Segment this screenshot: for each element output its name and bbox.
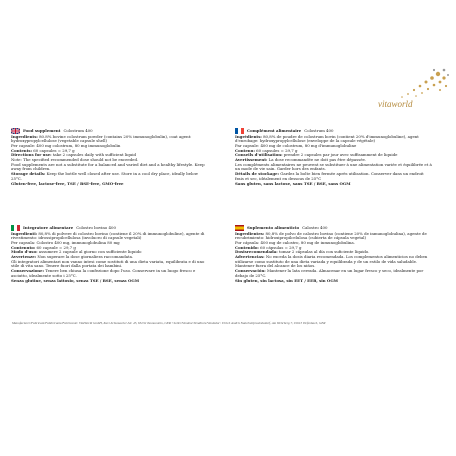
italian-label-block [11, 225, 209, 283]
italian-product: Colostro bovino 400 [76, 224, 116, 230]
es-line: Contenido: 60 cápsulas = 29,7 g [235, 244, 302, 250]
en-line: Directions for use: take 2 capsules daily with sufficient liquid [11, 152, 136, 158]
french-title: Complément alimentaire [247, 127, 302, 133]
it-line: Modo d'uso: assumere 2 capsule al giorno con sufficiente liquido [11, 249, 142, 255]
en-line: Ingredients: 80.8% bovine colostrum powder (contains 20% immunoglobulin), coat agent: hydroxypropylcellulose (vegetable capsule shell) [11, 133, 192, 144]
italian-title: Integratore alimentare [23, 224, 74, 230]
english-label-block [11, 128, 209, 186]
it-line: Conservazione: Tenere ben chiusa la confezione dopo l'uso. Conservare in un luogo fresco e asciutto, idealmente sotto i 25°C. [11, 268, 196, 278]
fr-line: Avertissement: La dose recommandée ne doit pas être dépassée. [235, 157, 367, 163]
spanish-title: Suplemento alimenticio [247, 224, 300, 230]
fr-line: Contenu: 60 capsules = 29,7 g [235, 147, 298, 153]
english-title: Food supplement [23, 127, 61, 133]
it-line: Avvertenze: Non superare la dose giornaliera raccomandata. [11, 254, 134, 260]
logo-text: vitaworld [378, 99, 413, 109]
es-line: Por cápsula: 400 mg de calostro, 80 mg de inmunoglobulina. [235, 239, 355, 245]
spanish-product: Calostro 400 [302, 224, 328, 230]
fr-line: Par capsule: 400 mg de colostrum, 80 mg d'immunoglobuline [235, 142, 357, 148]
spanish-label-block [235, 225, 433, 283]
es-line: Dosisrecomendada: tomar 2 cápsulas al día con suficiente líquido. [235, 249, 370, 255]
french-product: Colostrum 400 [304, 127, 334, 133]
en-line: Gluten-free, lactose-free, TSE / BSE-free, GMO-free [11, 180, 124, 186]
it-line: Contenuto: 60 capsule = 29,7 g [11, 244, 76, 250]
en-line: Per capsule: 400 mg colostrum, 80 mg immunoglobulin [11, 142, 121, 148]
fr-line: Conseils d'utilisation: prendre 2 capsules par jour avec suffisamment de liquide [235, 152, 398, 158]
es-line: Ingredientes: 80,8% de polvo de calostro bovino (contiene 20% de inmunoglobulina), agente de recubrimiento: hidroxipropilcelulosa (cubierta de cápsula vegetal) [235, 230, 427, 241]
fr-line: Sans gluten, sans lactose, sans TSE / BSE, sans OGM [235, 180, 351, 186]
es-line: Advertencias: No exceda la dosis diaria recomendada. Los complementos alimenticios no deben utilizarse como sustituto de una dieta variada y equilibrada y de un estilo de vida saludable. Mantener fuera del alcance de los niños. [235, 254, 428, 269]
english-product: Colostrum 400 [63, 127, 93, 133]
es-line: Sin gluten, sin lactosa, sin EET / EEB, sin OGM [235, 277, 338, 283]
french-label-block [235, 128, 433, 186]
it-line: Gli integratori alimentari non vanno intesi come sostituti di una dieta variata, equilibrata e di uno stile di vita sano. Tenere fuori dalla portata dei bambini. [11, 258, 205, 269]
en-line: Storage details: Keep the bottle well closed after use. Store in a cool dry place, ideally below 25°C. [11, 171, 198, 181]
en-line: Contents: 60 capsules = 29,7 g [11, 147, 75, 153]
fr-line: Ingrédients: 80,8% de poudre de colostrum bovin (contient 20% d'immunoglobuline), agent d'enrobage: hydroxypropylcellulose (enveloppe de la capsule végétale) [235, 133, 419, 144]
manufacturer-footer: Manufacturer/Fabricant/Fabbricante/Fabricante: VitaWorld GmbH, Kurt-Schumacher-Str. 45, 65232 Taunusstein, GER • Seller/Vendeur/Venditore/Vendedor: Ulrich Andris Naturheilpraxisbedarf, Am Wehrberg 7, 91613 Tiefenbach, GER [12, 321, 326, 325]
en-line: Food supplements are not a substitute for a balanced and varied diet and a healthy lifestyle. Keep away from children. [11, 161, 205, 172]
fr-line: Les compléments alimentaires ne peuvent se substituer à une alimentation variée et équilibrée et à un mode de vie sain. Garder hors des enfants. [235, 161, 432, 172]
it-line: Per capsula: Colostro 400 mg, immunoglobulina 80 mg [11, 239, 120, 245]
es-line: Conservación: Mantener la lata cerrada. Almacenar en un lugar fresco y seco, idealmente por debajo de 25°C. [235, 268, 424, 278]
it-line: Senza glutine, senza lattosio, senza TSE / BSE, senza OGM [11, 277, 140, 283]
it-line: Ingredienti: 80,8% di polvere di colostro bovino (contiene il 20% di immunoglobuline), agente di rivestimento: idrossipropilcellulosa (involucro di capsule vegetali) [11, 230, 205, 241]
en-line: Note: The specified recommended dose should not be exceeded. [11, 157, 139, 163]
fr-line: Détails de stockage: Gardez la bolte bien fermée après utilisation. Conserver dans un endroit frais et sec, idéalement en dessous de 25°C [235, 171, 424, 181]
